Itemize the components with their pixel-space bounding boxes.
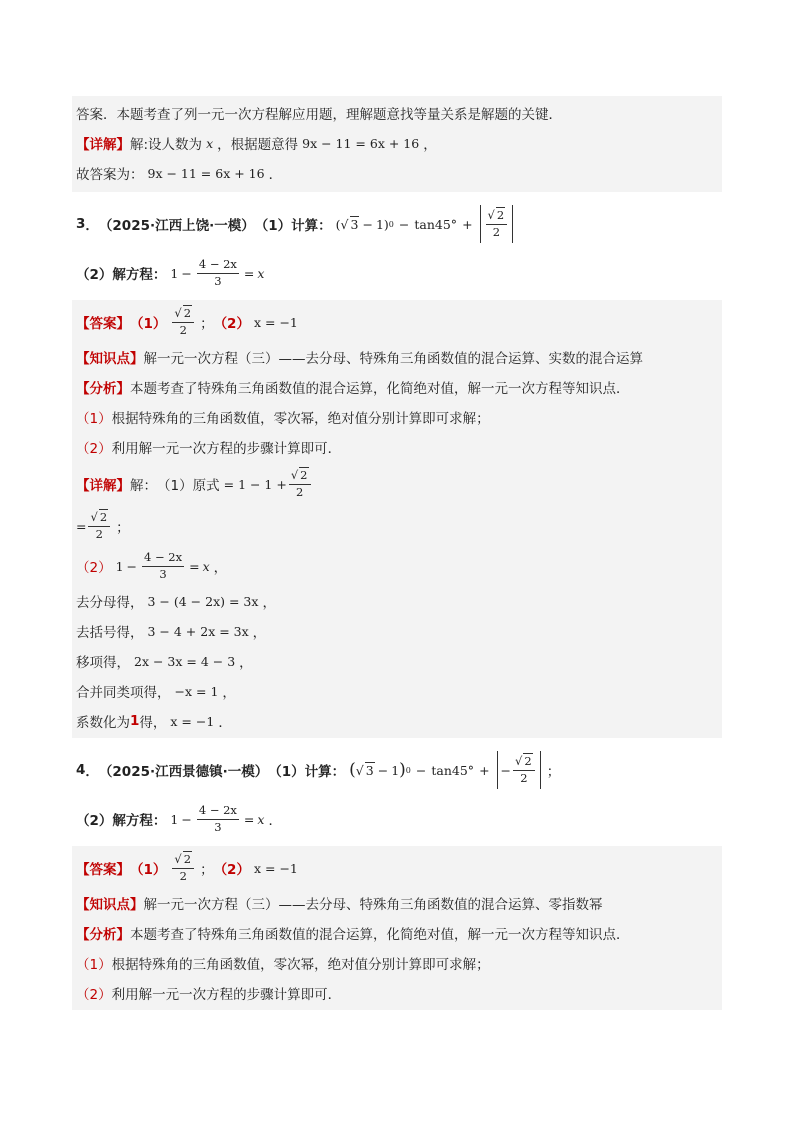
knowledge-line: 【知识点】 解一元一次方程（三）——去分母、特殊角三角函数值的混合运算、零指数幂 xyxy=(76,897,603,913)
solution-step-5: 系数化为 1 得， x = −1 ． xyxy=(76,713,232,731)
answer-line: 【答案】 （1） $\frac{√ 2}{2}$ ； （2） x = −1 xyxy=(76,306,298,337)
analysis-line: 【分析】 本题考查了特殊角三角函数值的混合运算，化简绝对值，解一元一次方程等知识点． xyxy=(76,927,630,943)
analysis-step-2: （2） 利用解一元一次方程的步骤计算即可． xyxy=(76,987,342,1003)
solution-step-1: 去分母得， 3 − (4 − 2x) = 3x ， xyxy=(76,593,276,611)
solution-step-3: 移项得， 2x − 3x = 4 − 3 ， xyxy=(76,653,253,671)
solution-step-2: 去括号得， 3 − 4 + 2x = 3x ， xyxy=(76,623,267,641)
knowledge-line: 【知识点】 解一元一次方程（三）——去分母、特殊角三角函数值的混合运算、实数的混合运算 xyxy=(76,351,643,367)
question-3-stem: 3 ． （2025·江西上饶·一模） （1）计算： ( √ 3 − 1 ) 0 − tan45° + $\frac{√ 2}{2}$ xyxy=(72,198,722,250)
equation: 9x − 11 = 6x + 16 xyxy=(147,165,265,181)
prev-solution-block xyxy=(72,96,722,192)
question-3-part2: （2）解方程： 1 − $\frac{4 - 2x}{3}$ = x xyxy=(76,257,265,288)
analysis-line: 【分析】 本题考查了特殊角三角函数值的混合运算，化简绝对值，解一元一次方程等知识点． xyxy=(76,381,630,397)
detail-line: 【详解】 解： （1）原式 = 1 − 1 + $\frac{√ 2}{2}$ xyxy=(72,462,722,506)
prev-final-line: 故答案为： 9x − 11 = 6x + 16 ． xyxy=(76,165,283,183)
equation: 9x − 11 = 6x + 16 xyxy=(302,135,420,151)
expression: ( √ 3 − 1 ) 0 − tan45° + $\frac{√ 2}{2}$ xyxy=(336,205,516,243)
question-3-solution xyxy=(72,300,722,738)
analysis-step-2: （2） 利用解一元一次方程的步骤计算即可． xyxy=(76,441,342,457)
question-4-solution xyxy=(72,846,722,1010)
solution-step-4: 合并同类项得， −x = 1 ， xyxy=(76,683,236,701)
equation: 1 − $\frac{4 - 2x}{3}$ = x xyxy=(170,257,265,288)
analysis-step-1: （1） 根据特殊角的三角函数值，零次幂，绝对值分别计算即可求解； xyxy=(76,957,490,973)
prev-detail-line: 【详解】 解:设人数为 x ，根据题意得 9x − 11 = 6x + 16 ， xyxy=(76,135,437,153)
expression: ( √ 3 − 1 ) 0 − tan45° + − $\frac{√ 2}{2}$ xyxy=(349,751,543,789)
question-4-stem: 4 ． （2025·江西景德镇·一模） （1）计算： ( √ 3 − 1 ) 0 − tan45° + − $\frac{√ 2}{2}$ ； xyxy=(72,744,722,796)
analysis-step-1: （1） 根据特殊角的三角函数值，零次幂，绝对值分别计算即可求解； xyxy=(76,411,490,427)
detail-part2-line: （2） 1 − $\frac{4 - 2x}{3}$ = x ， xyxy=(76,550,228,581)
question-4-part2: （2）解方程： 1 − $\frac{4 - 2x}{3}$ = x ． xyxy=(76,803,282,834)
document-page xyxy=(72,96,722,1010)
answer-line: 【答案】 （1） $\frac{√ 2}{2}$ ； （2） x = −1 xyxy=(76,852,298,883)
equation: 1 − $\frac{4 - 2x}{3}$ = x xyxy=(170,803,265,834)
detail-result-line: = $\frac{√ 2}{2}$ ； xyxy=(76,510,130,541)
prev-answer-line: 答案．本题考查了列一元一次方程解应用题，理解题意找等量关系是解题的关键． xyxy=(76,107,562,123)
